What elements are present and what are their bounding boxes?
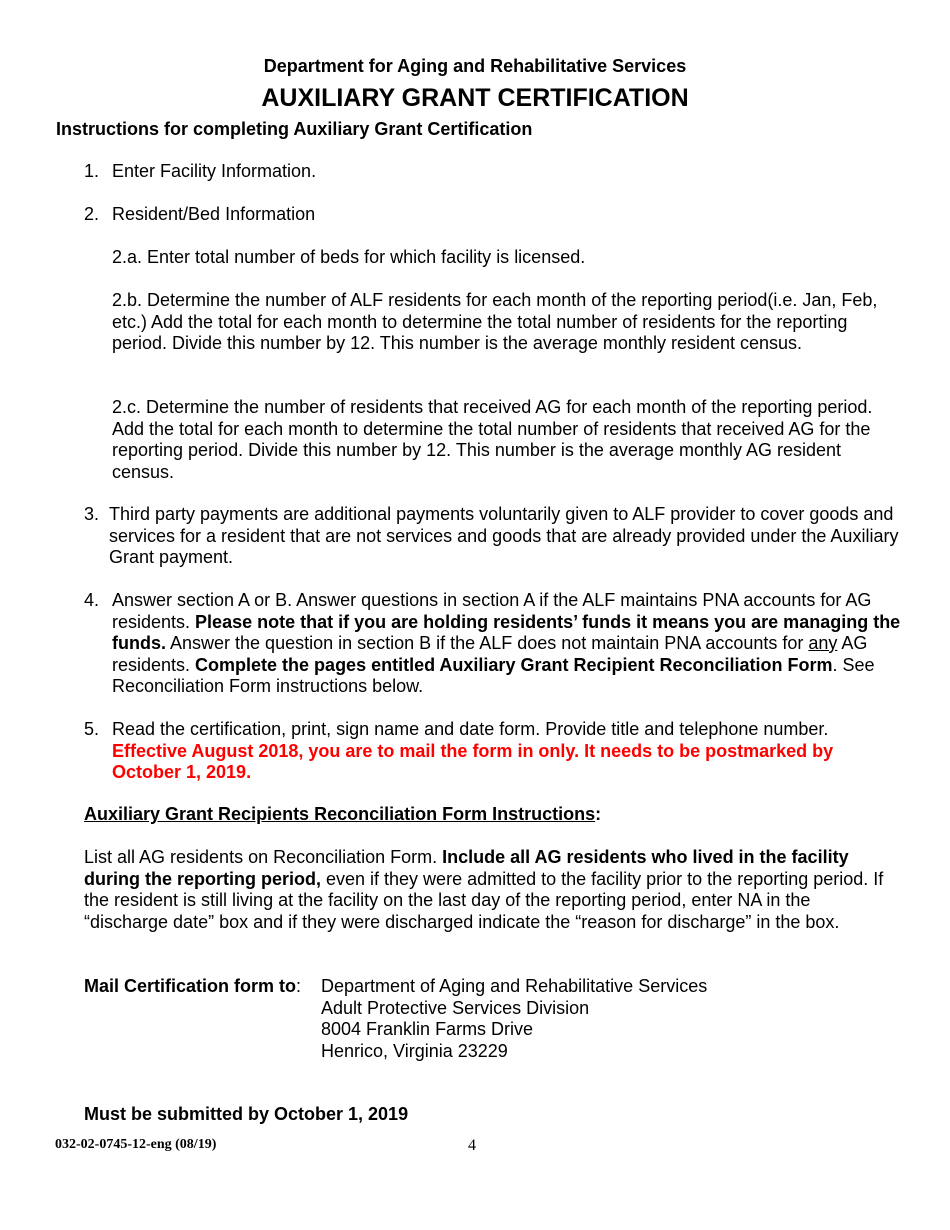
item-text-part: Answer the question in section B if the ALF does not maintain PNA accounts for [166, 633, 809, 653]
item-text: Third party payments are additional payments voluntarily given to ALF provider to cover goods and services for a resident that are not services and goods that are already provided under the Auxiliary Grant payment. [109, 504, 899, 567]
heading-colon: : [595, 804, 602, 824]
item-number: 3. [84, 504, 100, 524]
item-text-part: Read the certification, print, sign name and date form. Provide title and telephone number. [112, 719, 829, 739]
mail-label: Mail Certification form to [84, 976, 297, 996]
page-title: AUXILIARY GRANT CERTIFICATION [261, 84, 689, 112]
address-line-4: Henrico, Virginia 23229 [321, 1040, 508, 1061]
item-number: 4. [84, 590, 100, 610]
item-number: 5. [84, 719, 100, 739]
address-line-1: Department of Aging and Rehabilitative Services [321, 976, 708, 996]
instruction-item-5 [84, 719, 904, 784]
item-text: Enter Facility Information. [112, 161, 317, 181]
instruction-item-2 [84, 204, 904, 226]
bold-note: Complete the pages entitled Auxiliary Grant Recipient Reconciliation Form [195, 654, 833, 675]
instruction-item-3 [84, 504, 899, 569]
reconciliation-text [84, 847, 899, 933]
item-text-part: . See Reconciliation Form instructions below. [112, 654, 875, 696]
page-number: 4 [468, 1137, 476, 1154]
item-text-part: AG residents. [112, 633, 868, 675]
instruction-item-2a: 2.a. Enter total number of beds for which facility is licensed. [112, 247, 586, 267]
red-notice: Effective August 2018, you are to mail the form in only. It needs to be postmarked by October 1, 2019. [112, 740, 834, 782]
item-text-part: Answer section A or B. Answer questions in section A if the ALF maintains PNA accounts for AG residents. [112, 590, 872, 632]
item-text: Resident/Bed Information [112, 204, 316, 224]
address-line-3: 8004 Franklin Farms Drive [321, 1019, 534, 1039]
reconciliation-heading-text: Auxiliary Grant Recipients Reconciliation Form Instructions [84, 804, 596, 824]
text-part: even if they were admitted to the facility prior to the reporting period. If the resident is still living at the facility on the last day of the reporting period, enter NA in the “discharge date” box and if they were discharged indicate the “reason for discharge” in the box. [84, 868, 884, 932]
address-line-2: Adult Protective Services Division [321, 997, 590, 1018]
form-number: 032-02-0745-12-eng (08/19) [55, 1137, 217, 1152]
submission-deadline: Must be submitted by October 1, 2019 [84, 1104, 409, 1124]
item-number: 2. [84, 204, 100, 224]
instruction-item-2c: 2.c. Determine the number of residents that received AG for each month of the reporting period. Add the total for each month to determine the total number of residents that received AG for the reporting period. Divide this number by 12. This number is the average monthly AG resident census. [112, 397, 873, 482]
item-number: 1. [84, 161, 100, 181]
reconciliation-heading [84, 804, 601, 826]
mail-address-block [84, 976, 884, 1061]
instruction-item-4 [84, 590, 904, 698]
text-part: List all AG residents on Reconciliation Form. [84, 847, 443, 867]
item-text [112, 590, 904, 698]
instruction-item-2b: 2.b. Determine the number of ALF residents for each month of the reporting period(i.e. Jan, Feb, etc.) Add the total for each month to determine the total number of residents for the reporting period. Divide this number by 12. This number is the average monthly resident census. [112, 290, 878, 353]
department-name: Department for Aging and Rehabilitative Services [263, 56, 687, 76]
item-text [112, 719, 904, 784]
underlined-word: any [808, 633, 838, 653]
mail-colon: : [296, 976, 302, 996]
instructions-heading: Instructions for completing Auxiliary Grant Certification [56, 119, 533, 139]
bold-text: Include all AG residents who lived in the facility during the reporting period, [84, 847, 849, 889]
mailing-address [321, 976, 707, 1062]
instruction-item-1 [84, 161, 904, 183]
bold-note: Please note that if you are holding residents’ funds it means you are managing the funds. [112, 611, 901, 653]
